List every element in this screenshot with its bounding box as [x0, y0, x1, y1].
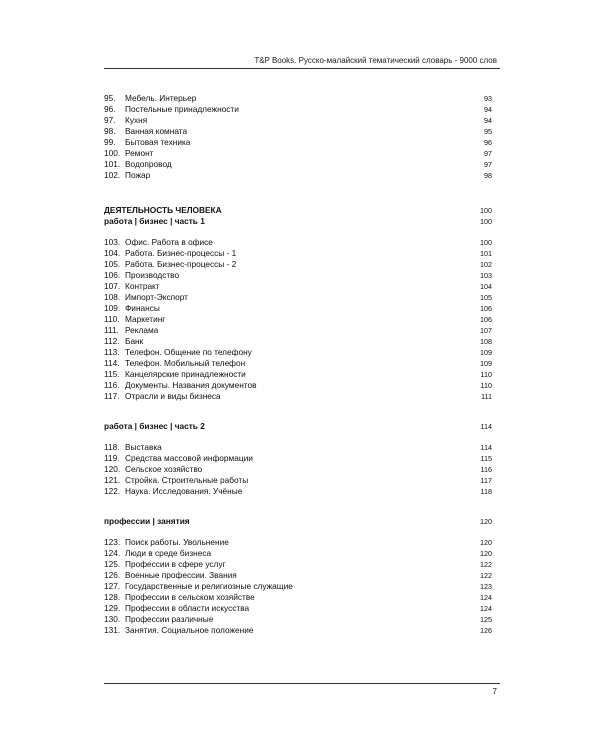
toc-entry-page: 124: [480, 593, 492, 602]
toc-entry[interactable]: [104, 259, 492, 270]
toc-entry-page: 106: [480, 315, 492, 324]
toc-entry-number: 112.: [104, 336, 120, 346]
toc-entry-page: 97: [484, 149, 492, 158]
toc-entry-title: Реклама: [125, 325, 159, 335]
toc-entry-page: 116: [480, 465, 492, 474]
toc-entry-number: 113.: [104, 347, 120, 357]
toc-entry-title: Люди в среде бизнеса: [125, 548, 212, 558]
toc-entry-page: 110: [480, 370, 492, 379]
toc-entry-page: 98: [484, 171, 492, 180]
toc-entry[interactable]: [104, 358, 492, 369]
toc-group-professions: [104, 537, 492, 636]
toc-entry-page: 96: [484, 138, 492, 147]
toc-entry[interactable]: [104, 537, 492, 548]
toc-entry-number: 102.: [104, 170, 121, 180]
toc-chapter-page: 100: [480, 206, 492, 215]
toc-entry-page: 97: [484, 160, 492, 169]
toc-entry-number: 115.: [104, 369, 120, 379]
toc-section-page: 100: [480, 217, 492, 226]
toc-entry-title: Профессии в сельском хозяйстве: [125, 592, 255, 602]
toc-entry[interactable]: [104, 391, 492, 402]
toc-entry-title: Водопровод: [125, 159, 172, 169]
footer-divider: [104, 683, 500, 684]
toc-group-business-1: [104, 237, 492, 402]
toc-entry-number: 100.: [104, 148, 121, 158]
toc-entry-number: 101.: [104, 159, 121, 169]
toc-entry-page: 94: [484, 105, 492, 114]
running-header: T&P Books. Русско-малайский тематический словарь - 9000 слов: [254, 56, 497, 65]
toc-entry-page: 126: [480, 626, 492, 635]
toc-entry-number: 103.: [104, 237, 121, 247]
toc-entry-page: 122: [480, 571, 492, 580]
toc-entry[interactable]: [104, 104, 492, 115]
toc-entry-title: Маркетинг: [125, 314, 166, 324]
toc-entry-page: 117: [480, 476, 492, 485]
toc-entry-title: Импорт-Экспорт: [125, 292, 188, 302]
toc-entry-page: 115: [480, 454, 492, 463]
toc-entry-number: 114.: [104, 358, 120, 368]
toc-entry-title: Государственные и религиозные служащие: [125, 581, 293, 591]
toc-entry-page: 114: [480, 443, 492, 452]
header-divider: [104, 68, 500, 69]
toc-entry-page: 100: [480, 238, 492, 247]
toc-entry-number: 106.: [104, 270, 121, 280]
toc-entry-title: Стройка. Строительные работы: [125, 475, 249, 485]
toc-entry[interactable]: [104, 248, 492, 259]
toc-entry[interactable]: [104, 559, 492, 570]
toc-entry[interactable]: [104, 170, 492, 181]
toc-entry-title: Профессии различные: [125, 614, 214, 624]
toc-entry-title: Контракт: [125, 281, 160, 291]
toc-entry-title: Кухня: [125, 115, 148, 125]
toc-entry-page: 103: [480, 271, 492, 280]
toc-entry-number: 123.: [104, 537, 121, 547]
toc-entry-number: 120.: [104, 464, 121, 474]
toc-entry[interactable]: [104, 314, 492, 325]
toc-entry[interactable]: [104, 603, 492, 614]
toc-entry-number: 117.: [104, 391, 120, 401]
toc-entry-title: Постельные принадлежности: [125, 104, 239, 114]
toc-entry-number: 118.: [104, 442, 120, 452]
toc-entry-page: 104: [480, 282, 492, 291]
toc-entry-number: 95.: [104, 93, 116, 103]
page-number: 7: [492, 687, 497, 696]
toc-entry-title: Профессии в сфере услуг: [125, 559, 226, 569]
toc-entry-page: 107: [480, 326, 492, 335]
toc-entry-page: 102: [480, 260, 492, 269]
toc-entry-number: 122.: [104, 486, 121, 496]
toc-entry-number: 96.: [104, 104, 116, 114]
toc-entry-number: 127.: [104, 581, 121, 591]
toc-entry-number: 119.: [104, 453, 120, 463]
toc-entry-number: 121.: [104, 475, 121, 485]
toc-entry-page: 111: [481, 392, 492, 401]
toc-section-title: профессии | занятия: [104, 516, 190, 526]
toc-entry-number: 105.: [104, 259, 121, 269]
toc-entry-title: Выставка: [125, 442, 162, 452]
toc-entry-page: 122: [480, 560, 492, 569]
toc-entry-title: Производство: [125, 270, 180, 280]
toc-entry[interactable]: [104, 486, 492, 497]
toc-entry[interactable]: [104, 292, 492, 303]
toc-entry-title: Документы. Названия документов: [125, 380, 257, 390]
toc-entry-number: 107.: [104, 281, 121, 291]
toc-entry-title: Поиск работы. Увольнение: [125, 537, 229, 547]
toc-entry[interactable]: [104, 336, 492, 347]
toc-entry-page: 106: [480, 304, 492, 313]
toc-entry-number: 125.: [104, 559, 121, 569]
toc-entry-title: Ремонт: [125, 148, 154, 158]
toc-entry-title: Занятия. Социальное положение: [125, 625, 254, 635]
toc-entry-title: Телефон. Мобильный телефон: [125, 358, 246, 368]
toc-entry-page: 120: [480, 538, 492, 547]
toc-entry-title: Бытовая техника: [125, 137, 191, 147]
toc-entry-page: 110: [480, 381, 492, 390]
toc-entry-number: 109.: [104, 303, 121, 313]
toc-section-heading[interactable]: [104, 421, 492, 432]
toc-entry[interactable]: [104, 93, 492, 104]
toc-entry-title: Мебель. Интерьер: [125, 93, 197, 103]
toc-entry[interactable]: [104, 303, 492, 314]
toc-entry-title: Наука. Исследования. Учёные: [125, 486, 243, 496]
toc-entry[interactable]: [104, 369, 492, 380]
toc-entry-number: 128.: [104, 592, 121, 602]
toc-entry[interactable]: [104, 453, 492, 464]
toc-entry-number: 110.: [104, 314, 120, 324]
toc-entry-number: 111.: [104, 325, 119, 335]
toc-entry-number: 98.: [104, 126, 116, 136]
toc-section-heading[interactable]: [104, 216, 492, 227]
toc-entry-title: Ванная комната: [125, 126, 188, 136]
toc-entry[interactable]: [104, 148, 492, 159]
toc-entry[interactable]: [104, 625, 492, 636]
toc-entry[interactable]: [104, 614, 492, 625]
toc-entry[interactable]: [104, 380, 492, 391]
toc-entry-number: 129.: [104, 603, 121, 613]
toc-entry-title: Отрасли и виды бизнеса: [125, 391, 221, 401]
toc-entry-page: 105: [480, 293, 492, 302]
toc-entry-page: 95: [484, 127, 492, 136]
toc-chapter-heading[interactable]: [104, 205, 492, 216]
toc-entry-page: 124: [480, 604, 492, 613]
toc-entry-page: 109: [480, 348, 492, 357]
toc-section-title: работа | бизнес | часть 2: [104, 421, 205, 431]
toc-entry-number: 130.: [104, 614, 121, 624]
toc-entry-number: 131.: [104, 625, 121, 635]
toc-entry-title: Работа. Бизнес-процессы - 1: [125, 248, 237, 258]
toc-entry[interactable]: [104, 237, 492, 248]
toc-entry[interactable]: [104, 581, 492, 592]
toc-entry-page: 109: [480, 359, 492, 368]
toc-section-page: 114: [480, 422, 492, 431]
toc-entry-number: 126.: [104, 570, 121, 580]
toc-section-title: работа | бизнес | часть 1: [104, 216, 205, 226]
toc-entry-page: 108: [480, 337, 492, 346]
toc-entry-page: 94: [484, 116, 492, 125]
toc-section-page: 120: [480, 517, 492, 526]
table-of-contents: [104, 93, 492, 636]
toc-entry-number: 108.: [104, 292, 121, 302]
toc-entry[interactable]: [104, 115, 492, 126]
toc-entry-number: 116.: [104, 380, 120, 390]
toc-entry[interactable]: [104, 592, 492, 603]
toc-entry-title: Офис. Работа в офисе: [125, 237, 213, 247]
toc-entry-title: Военные профессии. Звания: [125, 570, 237, 580]
toc-entry[interactable]: [104, 281, 492, 292]
toc-entry-page: 125: [480, 615, 492, 624]
toc-entry-page: 93: [484, 94, 492, 103]
toc-entry-number: 99.: [104, 137, 116, 147]
toc-entry-number: 124.: [104, 548, 121, 558]
toc-entry[interactable]: [104, 325, 492, 336]
toc-entry[interactable]: [104, 548, 492, 559]
toc-entry-page: 118: [480, 487, 492, 496]
toc-entry-title: Средства массовой информации: [125, 453, 253, 463]
toc-entry-title: Сельское хозяйство: [125, 464, 203, 474]
toc-entry-title: Работа. Бизнес-процессы - 2: [125, 259, 237, 269]
toc-entry[interactable]: [104, 347, 492, 358]
toc-entry[interactable]: [104, 464, 492, 475]
toc-group-business-2: [104, 442, 492, 497]
toc-entry-number: 97.: [104, 115, 116, 125]
toc-entry-title: Профессии в области искусства: [125, 603, 250, 613]
toc-entry-title: Финансы: [125, 303, 160, 313]
toc-entry-title: Телефон. Общение по телефону: [125, 347, 252, 357]
toc-entry-page: 123: [480, 582, 492, 591]
toc-entry[interactable]: [104, 270, 492, 281]
toc-entry[interactable]: [104, 475, 492, 486]
toc-entry-title: Банк: [125, 336, 144, 346]
toc-entry-page: 120: [480, 549, 492, 558]
toc-entry-number: 104.: [104, 248, 121, 258]
toc-section-heading[interactable]: [104, 516, 492, 527]
toc-entry[interactable]: [104, 137, 492, 148]
toc-entry[interactable]: [104, 159, 492, 170]
toc-chapter-title: ДЕЯТЕЛЬНОСТЬ ЧЕЛОВЕКА: [104, 205, 222, 215]
toc-entry-title: Канцелярские принадлежности: [125, 369, 246, 379]
toc-entry[interactable]: [104, 570, 492, 581]
toc-entry-title: Пожар: [125, 170, 151, 180]
toc-entry[interactable]: [104, 442, 492, 453]
toc-group-home: [104, 93, 492, 181]
toc-entry[interactable]: [104, 126, 492, 137]
toc-entry-page: 101: [480, 249, 492, 258]
